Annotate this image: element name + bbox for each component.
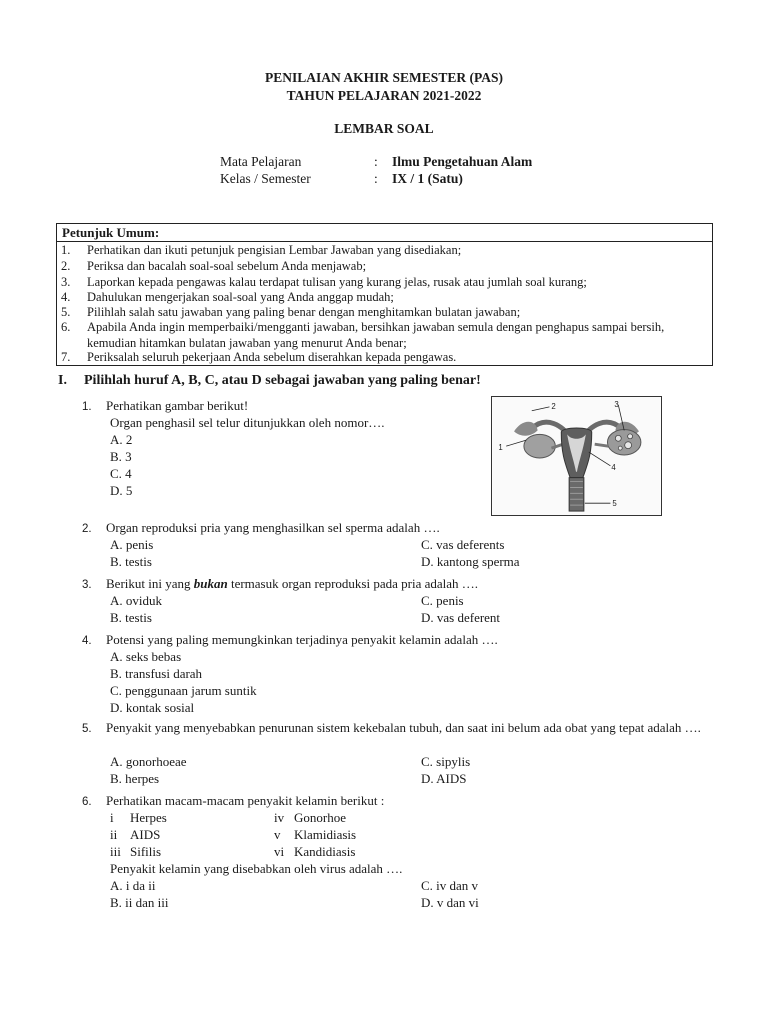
instruction-num: 6. xyxy=(61,320,71,334)
option-c[interactable]: C. penis xyxy=(421,593,464,608)
female-reproductive-organ-figure xyxy=(491,396,662,516)
instruction-text: Pilihlah salah satu jawaban yang paling benar dengan menghitamkan bulatan jawaban; xyxy=(87,305,521,319)
question-text: Penyakit yang menyebabkan penurunan sistem kekebalan tubuh, dan saat ini belum ada obat yang tepat adalah …. xyxy=(106,720,701,735)
question-text: Perhatikan gambar berikut! xyxy=(106,398,249,413)
header-year: TAHUN PELAJARAN 2021-2022 xyxy=(286,88,482,103)
meta-colon: : xyxy=(374,171,378,186)
meta-colon: : xyxy=(374,154,378,169)
figure-label-2: 2 xyxy=(551,401,556,411)
option-c[interactable]: C. iv dan v xyxy=(421,878,479,893)
option-d[interactable]: D. vas deferent xyxy=(421,610,501,625)
instruction-text: Dahulukan mengerjakan soal-soal yang Anda anggap mudah; xyxy=(87,290,394,304)
disease-list-name: Gonorhoe xyxy=(294,810,346,825)
instructions-title: Petunjuk Umum: xyxy=(57,224,712,242)
question-text: Organ reproduksi pria yang menghasilkan sel sperma adalah …. xyxy=(106,520,440,535)
option-a[interactable]: A. oviduk xyxy=(110,593,162,608)
instruction-text: Periksalah seluruh pekerjaan Anda sebelum diserahkan kepada pengawas. xyxy=(87,350,457,364)
option-c[interactable]: C. sipylis xyxy=(421,754,471,769)
meta-label: Mata Pelajaran xyxy=(220,154,302,169)
option-d[interactable]: D. kantong sperma xyxy=(421,554,520,569)
option-b[interactable]: B. herpes xyxy=(110,771,160,786)
question-number: 3. xyxy=(82,579,92,591)
disease-list-name: Herpes xyxy=(130,810,167,825)
option-b[interactable]: B. transfusi darah xyxy=(110,666,203,681)
figure-label-1: 1 xyxy=(498,443,503,453)
disease-list-numeral: vi xyxy=(274,844,285,859)
disease-list-numeral: iv xyxy=(274,810,285,825)
disease-list-numeral: ii xyxy=(110,827,118,842)
instruction-num: 5. xyxy=(61,305,71,319)
option-c[interactable]: C. vas deferents xyxy=(421,537,505,552)
question-text xyxy=(106,576,712,593)
option-b[interactable]: B. ii dan iii xyxy=(110,895,169,910)
disease-list-numeral: i xyxy=(110,810,114,825)
option-a[interactable]: A. gonorhoeae xyxy=(110,754,187,769)
option-d[interactable]: D. kontak sosial xyxy=(110,700,195,715)
option-a[interactable]: A. seks bebas xyxy=(110,649,182,664)
option-a[interactable]: A. 2 xyxy=(110,432,133,447)
question-text-post: termasuk organ reproduksi pada pria adalah …. xyxy=(227,576,479,591)
option-a[interactable]: A. i da ii xyxy=(110,878,156,893)
disease-list-name: Kandidiasis xyxy=(294,844,356,859)
meta-label: Kelas / Semester xyxy=(220,171,311,186)
option-b[interactable]: B. testis xyxy=(110,554,152,569)
question-number: 5. xyxy=(82,723,92,735)
disease-list-numeral: iii xyxy=(110,844,121,859)
instructions-box xyxy=(56,223,713,366)
option-d[interactable]: D. AIDS xyxy=(421,771,467,786)
section-number: I. xyxy=(58,373,67,388)
question-text-emphasis: bukan xyxy=(193,576,228,591)
instruction-text: Laporkan kepada pengawas kalau terdapat tulisan yang kurang jelas, rusak atau jumlah soal kurang; xyxy=(87,275,587,289)
disease-list-numeral: v xyxy=(274,827,281,842)
disease-list-name: Klamidiasis xyxy=(294,827,357,842)
option-d[interactable]: D. v dan vi xyxy=(421,895,479,910)
question-number: 6. xyxy=(82,796,92,808)
meta-value: Ilmu Pengetahuan Alam xyxy=(392,154,533,169)
instruction-num: 7. xyxy=(61,350,71,364)
instruction-num: 2. xyxy=(61,259,71,273)
uterus-diagram-image xyxy=(492,397,661,515)
section-instruction: Pilihlah huruf A, B, C, atau D sebagai jawaban yang paling benar! xyxy=(84,373,481,388)
instruction-num: 1. xyxy=(61,243,71,257)
disease-list-name: Sifilis xyxy=(130,844,162,859)
question-number: 1. xyxy=(82,401,92,413)
option-d[interactable]: D. 5 xyxy=(110,483,133,498)
question-text-pre: Berikut ini yang xyxy=(106,576,194,591)
instruction-num: 3. xyxy=(61,275,71,289)
instruction-text: Periksa dan bacalah soal-soal sebelum Anda menjawab; xyxy=(87,259,367,273)
instruction-text: Apabila Anda ingin memperbaiki/mengganti jawaban, bersihkan jawaban semula dengan penghapus sampai bersih, kemudian hitamkan bulatan jawaban yang menurut Anda benar; xyxy=(87,320,665,350)
figure-label-4: 4 xyxy=(611,462,616,472)
option-b[interactable]: B. testis xyxy=(110,610,152,625)
question-text: Potensi yang paling memungkinkan terjadinya penyakit kelamin adalah …. xyxy=(106,632,498,647)
instruction-text: Perhatikan dan ikuti petunjuk pengisian Lembar Jawaban yang disediakan; xyxy=(87,243,462,257)
question-text: Penyakit kelamin yang disebabkan oleh virus adalah …. xyxy=(110,861,403,876)
disease-list-name: AIDS xyxy=(130,827,161,842)
question-text: Perhatikan macam-macam penyakit kelamin berikut : xyxy=(106,793,385,808)
meta-value: IX / 1 (Satu) xyxy=(392,171,463,186)
option-b[interactable]: B. 3 xyxy=(110,449,132,464)
option-a[interactable]: A. penis xyxy=(110,537,154,552)
instruction-num: 4. xyxy=(61,290,71,304)
question-number: 4. xyxy=(82,635,92,647)
option-c[interactable]: C. 4 xyxy=(110,466,132,481)
header-sheet-title: LEMBAR SOAL xyxy=(334,121,434,136)
question-number: 2. xyxy=(82,523,92,535)
figure-label-5: 5 xyxy=(612,499,617,509)
figure-label-3: 3 xyxy=(614,399,619,409)
header-title: PENILAIAN AKHIR SEMESTER (PAS) xyxy=(265,70,503,85)
option-c[interactable]: C. penggunaan jarum suntik xyxy=(110,683,257,698)
question-text: Organ penghasil sel telur ditunjukkan oleh nomor…. xyxy=(110,415,385,430)
